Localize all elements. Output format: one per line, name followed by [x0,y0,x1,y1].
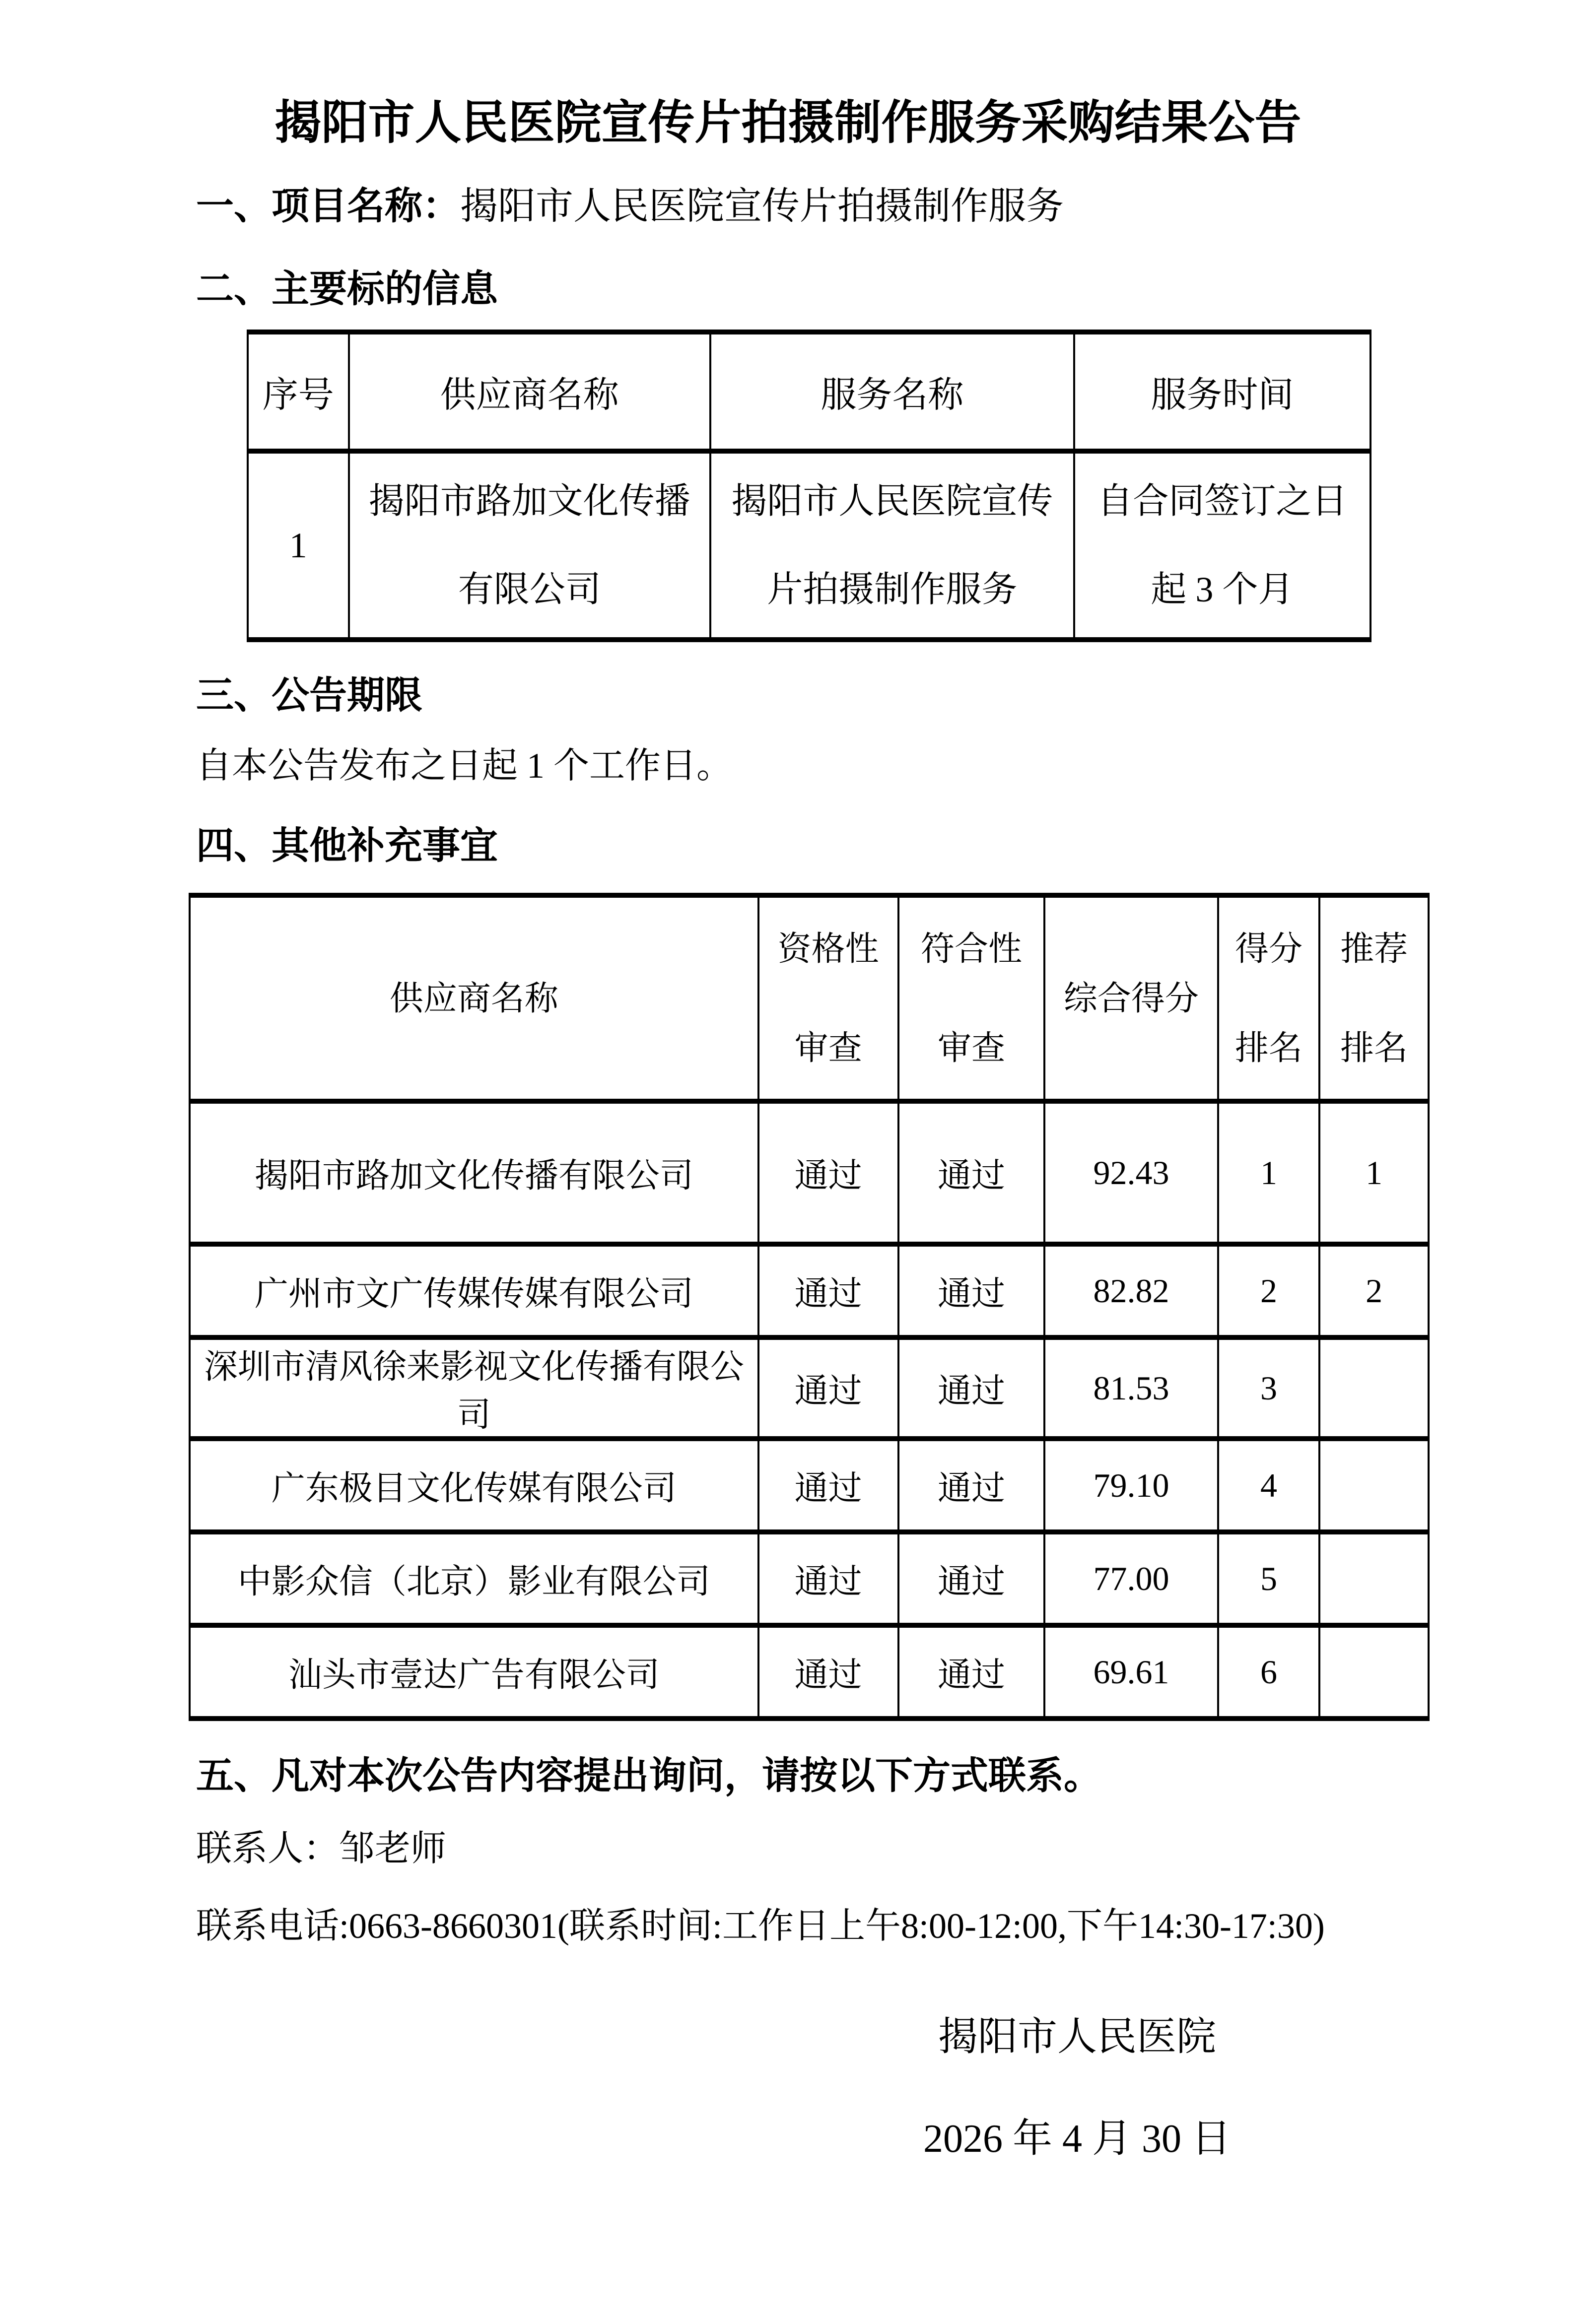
comprehensive-score: 81.53 [1044,1337,1218,1439]
score-rank: 1 [1218,1101,1320,1244]
supplier-name: 深圳市清风徐来影视文化传播有限公司 [190,1337,758,1439]
service-time-line2: 起 3 个月 [1151,570,1294,609]
conformity-review: 通过 [898,1337,1045,1439]
table2-header-supplier: 供应商名称 [190,895,758,1101]
score-rank: 4 [1218,1439,1320,1532]
recommend-rank: 2 [1319,1244,1429,1337]
score-rank: 3 [1218,1337,1320,1439]
table1-header-supplier: 供应商名称 [349,332,710,451]
supplier-name: 汕头市壹达广告有限公司 [190,1625,758,1719]
table1-cell-service [710,451,1074,640]
conformity-review: 通过 [898,1101,1045,1244]
section-5-heading: 五、凡对本次公告内容提出询问，请按以下方式联系。 [196,1755,1101,1797]
table1-cell-time [1074,451,1370,640]
recommend-rank [1319,1625,1429,1719]
table2-header-row [190,895,1429,1101]
main-bid-info-table [247,330,1371,642]
table-row [190,1101,1429,1244]
score-rank: 2 [1218,1244,1320,1337]
contact-person: 联系人：邹老师 [196,1829,447,1868]
score-rank: 6 [1218,1625,1320,1719]
table-row [190,1337,1429,1439]
signature-organization: 揭阳市人民医院 [938,2015,1216,2059]
comprehensive-score: 77.00 [1044,1532,1218,1625]
table2-header-recommend-rank: 推荐 排名 [1319,895,1429,1101]
table2-header-conformity: 符合性 审查 [898,895,1045,1101]
signature-date: 2026 年 4 月 30 日 [923,2117,1231,2161]
section-1-label: 一、项目名称： [196,186,460,227]
project-name-value: 揭阳市人民医院宣传片拍摄制作服务 [460,186,1064,227]
page-title: 揭阳市人民医院宣传片拍摄制作服务采购结果公告 [274,97,1302,149]
service-name-line1: 揭阳市人民医院宣传 [731,481,1053,521]
conformity-review: 通过 [898,1625,1045,1719]
conformity-review: 通过 [898,1244,1045,1337]
supplier-name: 广东极目文化传媒有限公司 [190,1439,758,1532]
table2-header-qualification: 资格性 审查 [758,895,898,1101]
table1-header-service: 服务名称 [710,332,1074,451]
comprehensive-score: 79.10 [1044,1439,1218,1532]
comprehensive-score: 82.82 [1044,1244,1218,1337]
recommend-rank [1319,1337,1429,1439]
supplier-name-line1: 揭阳市路加文化传播 [368,481,690,521]
contact-phone: 联系电话:0663-8660301(联系时间:工作日上午8:00-12:00,下午14:30-17:30) [196,1906,1325,1946]
supplier-name: 揭阳市路加文化传播有限公司 [190,1101,758,1244]
recommend-rank: 1 [1319,1101,1429,1244]
table-row [190,1625,1429,1719]
qualification-review: 通过 [758,1532,898,1625]
conformity-review: 通过 [898,1439,1045,1532]
qualification-review: 通过 [758,1625,898,1719]
conformity-review: 通过 [898,1532,1045,1625]
qualification-review: 通过 [758,1337,898,1439]
table1-header-seq: 序号 [248,332,349,451]
table-row [190,1532,1429,1625]
section-3-heading: 三、公告期限 [196,675,422,717]
qualification-review: 通过 [758,1101,898,1244]
supplier-name-line2: 有限公司 [458,570,601,609]
table1-header-row [248,332,1370,451]
comprehensive-score: 69.61 [1044,1625,1218,1719]
table2-header-score-rank: 得分 排名 [1218,895,1320,1101]
table1-cell-supplier [349,451,710,640]
service-name-line2: 片拍摄制作服务 [767,570,1018,609]
table1-cell-seq: 1 [248,451,349,640]
evaluation-result-table [189,893,1430,1721]
section-1-heading [196,185,1576,228]
announcement-period-text: 自本公告发布之日起 1 个工作日。 [196,746,733,786]
table2-header-score: 综合得分 [1044,895,1218,1101]
document-page [0,96,1576,2324]
recommend-rank [1319,1439,1429,1532]
section-4-heading: 四、其他补充事宜 [196,825,498,867]
comprehensive-score: 92.43 [1044,1101,1218,1244]
qualification-review: 通过 [758,1439,898,1532]
supplier-name: 广州市文广传媒传媒有限公司 [190,1244,758,1337]
section-2-heading: 二、主要标的信息 [196,268,498,310]
recommend-rank [1319,1532,1429,1625]
table-row [190,1244,1429,1337]
qualification-review: 通过 [758,1244,898,1337]
table-row [190,1439,1429,1532]
score-rank: 5 [1218,1532,1320,1625]
supplier-name: 中影众信（北京）影业有限公司 [190,1532,758,1625]
table1-row [248,451,1370,640]
service-time-line1: 自合同签订之日 [1097,481,1348,521]
table1-header-time: 服务时间 [1074,332,1370,451]
